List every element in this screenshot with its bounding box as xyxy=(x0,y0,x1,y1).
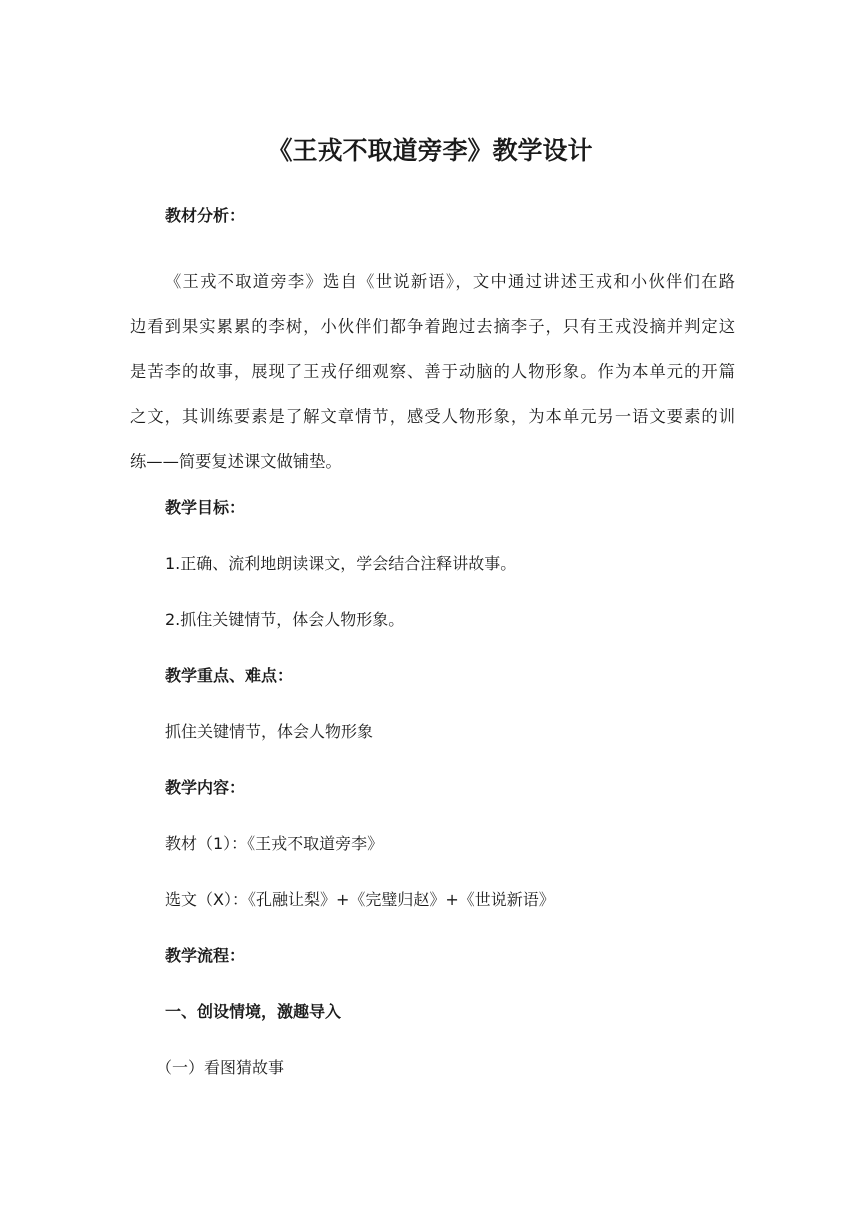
analysis-heading: 教材分析： xyxy=(165,206,246,225)
analysis-line: 之文，其训练要素是了解文章情节，感受人物形象，为本单元另一语文要素的训 xyxy=(130,407,735,426)
key-points-heading: 教学重点、难点： xyxy=(165,666,294,685)
section-1-heading: 一、创设情境，激趣导入 xyxy=(165,1002,342,1021)
goal-item-1: 1.正确、流利地朗读课文，学会结合注释讲故事。 xyxy=(165,554,517,573)
subsection-1-heading: （一）看图猜故事 xyxy=(156,1058,285,1077)
analysis-line: 《王戎不取道旁李》选自《世说新语》，文中通过讲述王戎和小伙伴们在路 xyxy=(165,272,735,291)
key-points-text: 抓住关键情节，体会人物形象 xyxy=(165,722,374,741)
document-title: 《王戎不取道旁李》教学设计 xyxy=(267,136,593,165)
analysis-line: 边看到果实累累的李树，小伙伴们都争着跑过去摘李子，只有王戎没摘并判定这 xyxy=(130,317,735,336)
goal-item-2: 2.抓住关键情节，体会人物形象。 xyxy=(165,610,405,629)
analysis-line: 是苦李的故事，展现了王戎仔细观察、善于动脑的人物形象。作为本单元的开篇 xyxy=(130,362,735,381)
content-textbook: 教材（1）：《王戎不取道旁李》 xyxy=(165,834,384,853)
analysis-line: 练——简要复述课文做铺垫。 xyxy=(130,452,342,471)
goals-heading: 教学目标： xyxy=(165,498,246,517)
content-heading: 教学内容： xyxy=(165,778,246,797)
process-heading: 教学流程： xyxy=(165,946,246,965)
analysis-paragraph xyxy=(130,259,735,484)
content-selected: 选文（X）：《孔融让梨》+《完璧归赵》+《世说新语》 xyxy=(165,890,555,909)
